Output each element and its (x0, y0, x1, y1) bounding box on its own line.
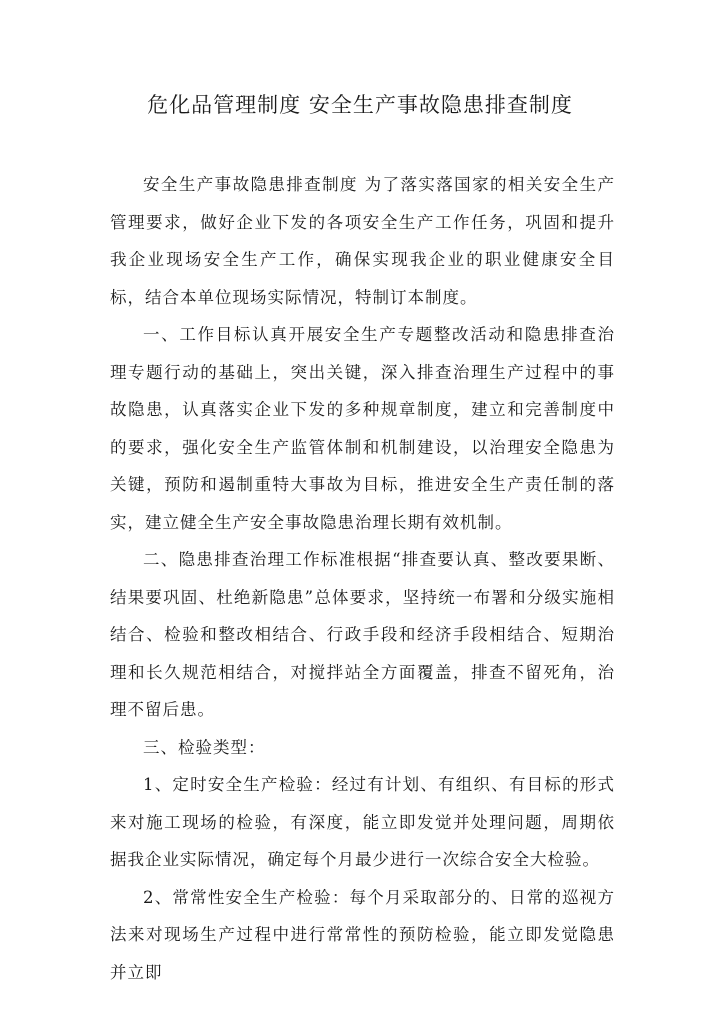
paragraph-work-goal: 一、工作目标认真开展安全生产专题整改活动和隐患排查治理专题行动的基础上，突出关键，深入排查治理生产过程中的事故隐患，认真落实企业下发的多种规章制度，建立和完善制度中的要求，强化安全生产监管体制和机制建设，以治理安全隐患为关键，预防和遏制重特大事故为目标，推进安全生产责任制的落实，建立健全生产安全事故隐患治理长期有效机制。 (110, 325, 615, 532)
document-title: 危化品管理制度 安全生产事故隐患排查制度 (147, 93, 573, 117)
paragraph-intro: 安全生产事故隐患排查制度 为了落实落国家的相关安全生产管理要求，做好企业下发的各项安全生产工作任务，巩固和提升我企业现场安全生产工作，确保实现我企业的职业健康安全目标，结合本单位现场实际情况，特制订本制度。 (110, 175, 615, 307)
paragraph-routine-inspection: 2、常常性安全生产检验：每个月采取部分的、日常的巡视方法来对现场生产过程中进行常常性的预防检验，能立即发觉隐患并立即 (110, 887, 615, 982)
paragraph-standard: 二、隐患排查治理工作标准根据“排查要认真、整改要果断、结果要巩固、杜绝新隐患”总体要求，坚持统一布署和分级实施相结合、检验和整改相结合、行政手段和经济手段相结合、短期治理和长久规范相结合，对搅拌站全方面覆盖，排查不留死角，治理不留后患。 (110, 550, 615, 719)
paragraph-scheduled-inspection: 1、定时安全生产检验：经过有计划、有组织、有目标的形式来对施工现场的检验，有深度，能立即发觉并处理问题，周期依据我企业实际情况，确定每个月最少进行一次综合安全大检验。 (110, 775, 615, 869)
paragraph-inspection-types-heading: 三、检验类型： (143, 737, 266, 757)
document-body (110, 166, 615, 991)
